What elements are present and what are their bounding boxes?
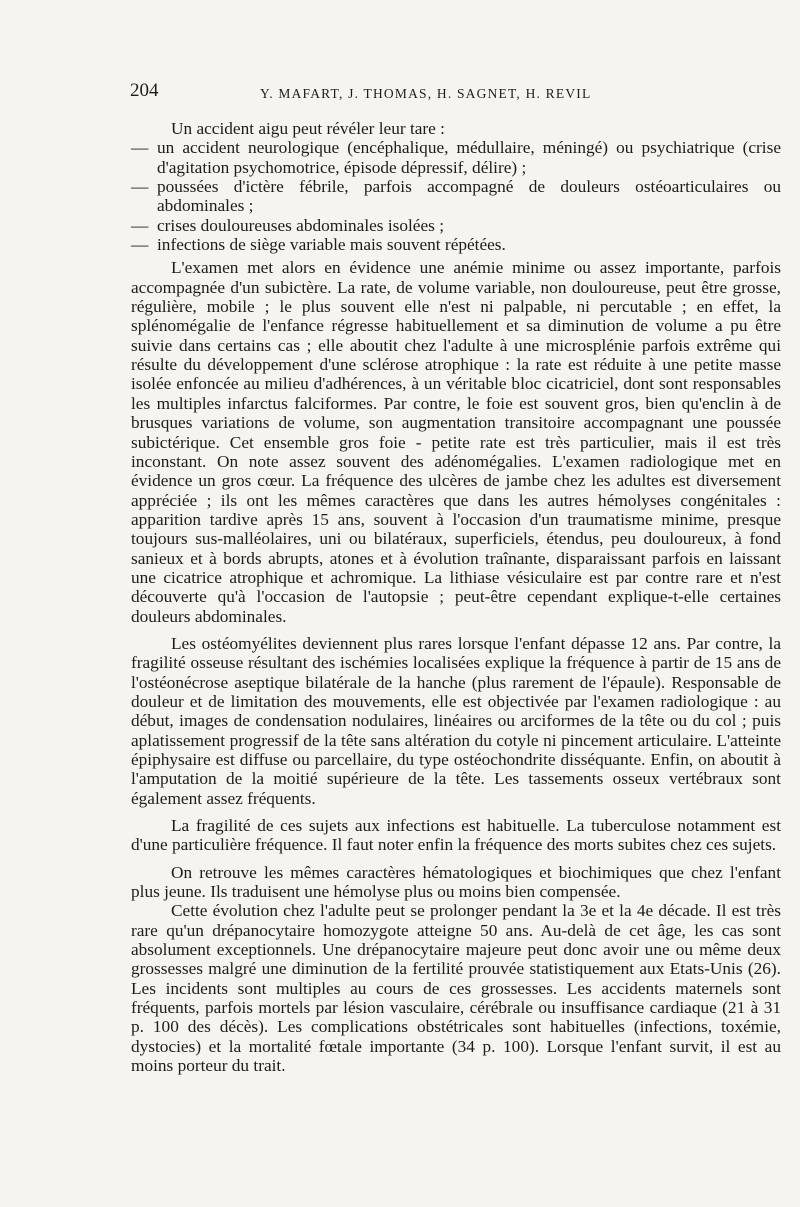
page-number: 204 bbox=[130, 80, 159, 101]
paragraph-evolution: Cette évolution chez l'adulte peut se prolonger pendant la 3e et la 4e décade. Il est très rare qu'un drépanocytaire homozygote atteigne 50 ans. Au-delà de cet âge, les cas sont absolument exceptionnels. Une drépanocytaire majeure peut donc avoir une ou même deux grossesses malgré une diminution de la fertilité prouvée statistiquement aux Etats-Unis (26). Les incidents sont multiples au cours de ces grossesses. Les accidents maternels sont fréquents, parfois mortels par lésion vasculaire, cérébrale ou insuffisance cardiaque (21 à 31 p. 100 des décès). Les complications obstétricales sont habituelles (infections, toxémie, dystocies) et la mortalité fœtale importante (34 p. 100). Lorsque l'enfant survit, il est au moins porteur du trait. bbox=[131, 901, 781, 1076]
accident-list bbox=[131, 138, 781, 254]
paragraph-osteomyelitis: Les ostéomyélites deviennent plus rares lorsque l'enfant dépasse 12 ans. Par contre, la fragilité osseuse résultant des ischémies localisées explique la fréquence à partir de 15 ans de l'ostéonécrose aseptique bilatérale de la hanche (plus rarement de l'épaule). Responsable de douleur et de limitation des mouvements, elle est objectivée par l'examen radiologique : au début, images de condensation nodulaires, linéaires ou arciformes de la tête ou du col ; puis aplatissement progressif de la tête sans altération du cotyle ni pincement articulaire. L'atteinte épiphysaire est diffuse ou parcellaire, du type ostéochondrite disséquante. Enfin, on aboutit à l'amputation de la moitié supérieure de la tête. Les tassements osseux vertébraux sont également assez fréquents. bbox=[131, 633, 781, 808]
paragraph-hematology: On retrouve les mêmes caractères hématologiques et biochimiques que chez l'enfant plus jeune. Ils traduisent une hémolyse plus ou moins bien compensée. bbox=[131, 862, 781, 902]
page-header bbox=[130, 80, 780, 106]
running-head: Y. MAFART, J. THOMAS, H. SAGNET, H. REVIL bbox=[260, 86, 592, 101]
paragraph-examination: L'examen met alors en évidence une anémie minime ou assez importante, parfois accompagnée d'un subictère. La rate, de volume variable, non douloureuse, peut être grosse, régulière, mobile ; le plus souvent elle n'est ni palpable, ni percutable ; en effet, la splénomégalie de l'enfance régresse habituellement et sa diminution de volume a pu être suivie dans certains cas ; elle aboutit chez l'adulte à une microsplénie parfois extrême qui résulte du développement d'une sclérose atrophique : la rate est réduite à une petite masse isolée enfoncée au milieu d'adhérences, à un véritable bloc cicatriciel, dont sont responsables les multiples infarctus falciformes. Par contre, le foie est souvent gros, bien qu'enclin à de brusques variations de volume, son augmentation transitoire accompagnant une poussée subictérique. Cet ensemble gros foie - petite rate est très particulier, mais il est très inconstant. On note assez souvent des adénomégalies. L'examen radiologique met en évidence un gros cœur. La fréquence des ulcères de jambe chez les adultes est diversement appréciée ; ils ont les mêmes caractères que dans les autres hémolyses congénitales : apparition tardive après 15 ans, souvent à l'occasion d'un traumatisme minime, presque toujours sus-malléolaires, uni ou bilatéraux, superficiels, étendus, peu douloureux, à fond sanieux et à bords abrupts, atones et à évolution traînante, disparaissant parfois en laissant une cicatrice atrophique et achromique. La lithiase vésiculaire est par contre rare et n'est découverte qu'à l'occasion de l'autopsie ; peut-être cependant explique-t-elle certaines douleurs abdominales. bbox=[131, 258, 781, 626]
list-item: — infections de siège variable mais souvent répétées. bbox=[131, 235, 781, 254]
intro-line: Un accident aigu peut révéler leur tare : bbox=[171, 119, 445, 138]
page-body bbox=[131, 119, 781, 1076]
paragraph-infections: La fragilité de ces sujets aux infections est habituelle. La tuberculose notamment est d'une particulière fréquence. Il faut noter enfin la fréquence des morts subites chez ces sujets. bbox=[131, 816, 781, 855]
list-item: — un accident neurologique (encéphalique, médullaire, méningé) ou psychiatrique (crise d'agitation psychomotrice, épisode dépressif, délire) ; bbox=[131, 138, 781, 177]
list-item: — poussées d'ictère fébrile, parfois accompagné de douleurs ostéoarticulaires ou abdominales ; bbox=[131, 177, 781, 216]
list-item: — crises douloureuses abdominales isolées ; bbox=[131, 216, 781, 235]
